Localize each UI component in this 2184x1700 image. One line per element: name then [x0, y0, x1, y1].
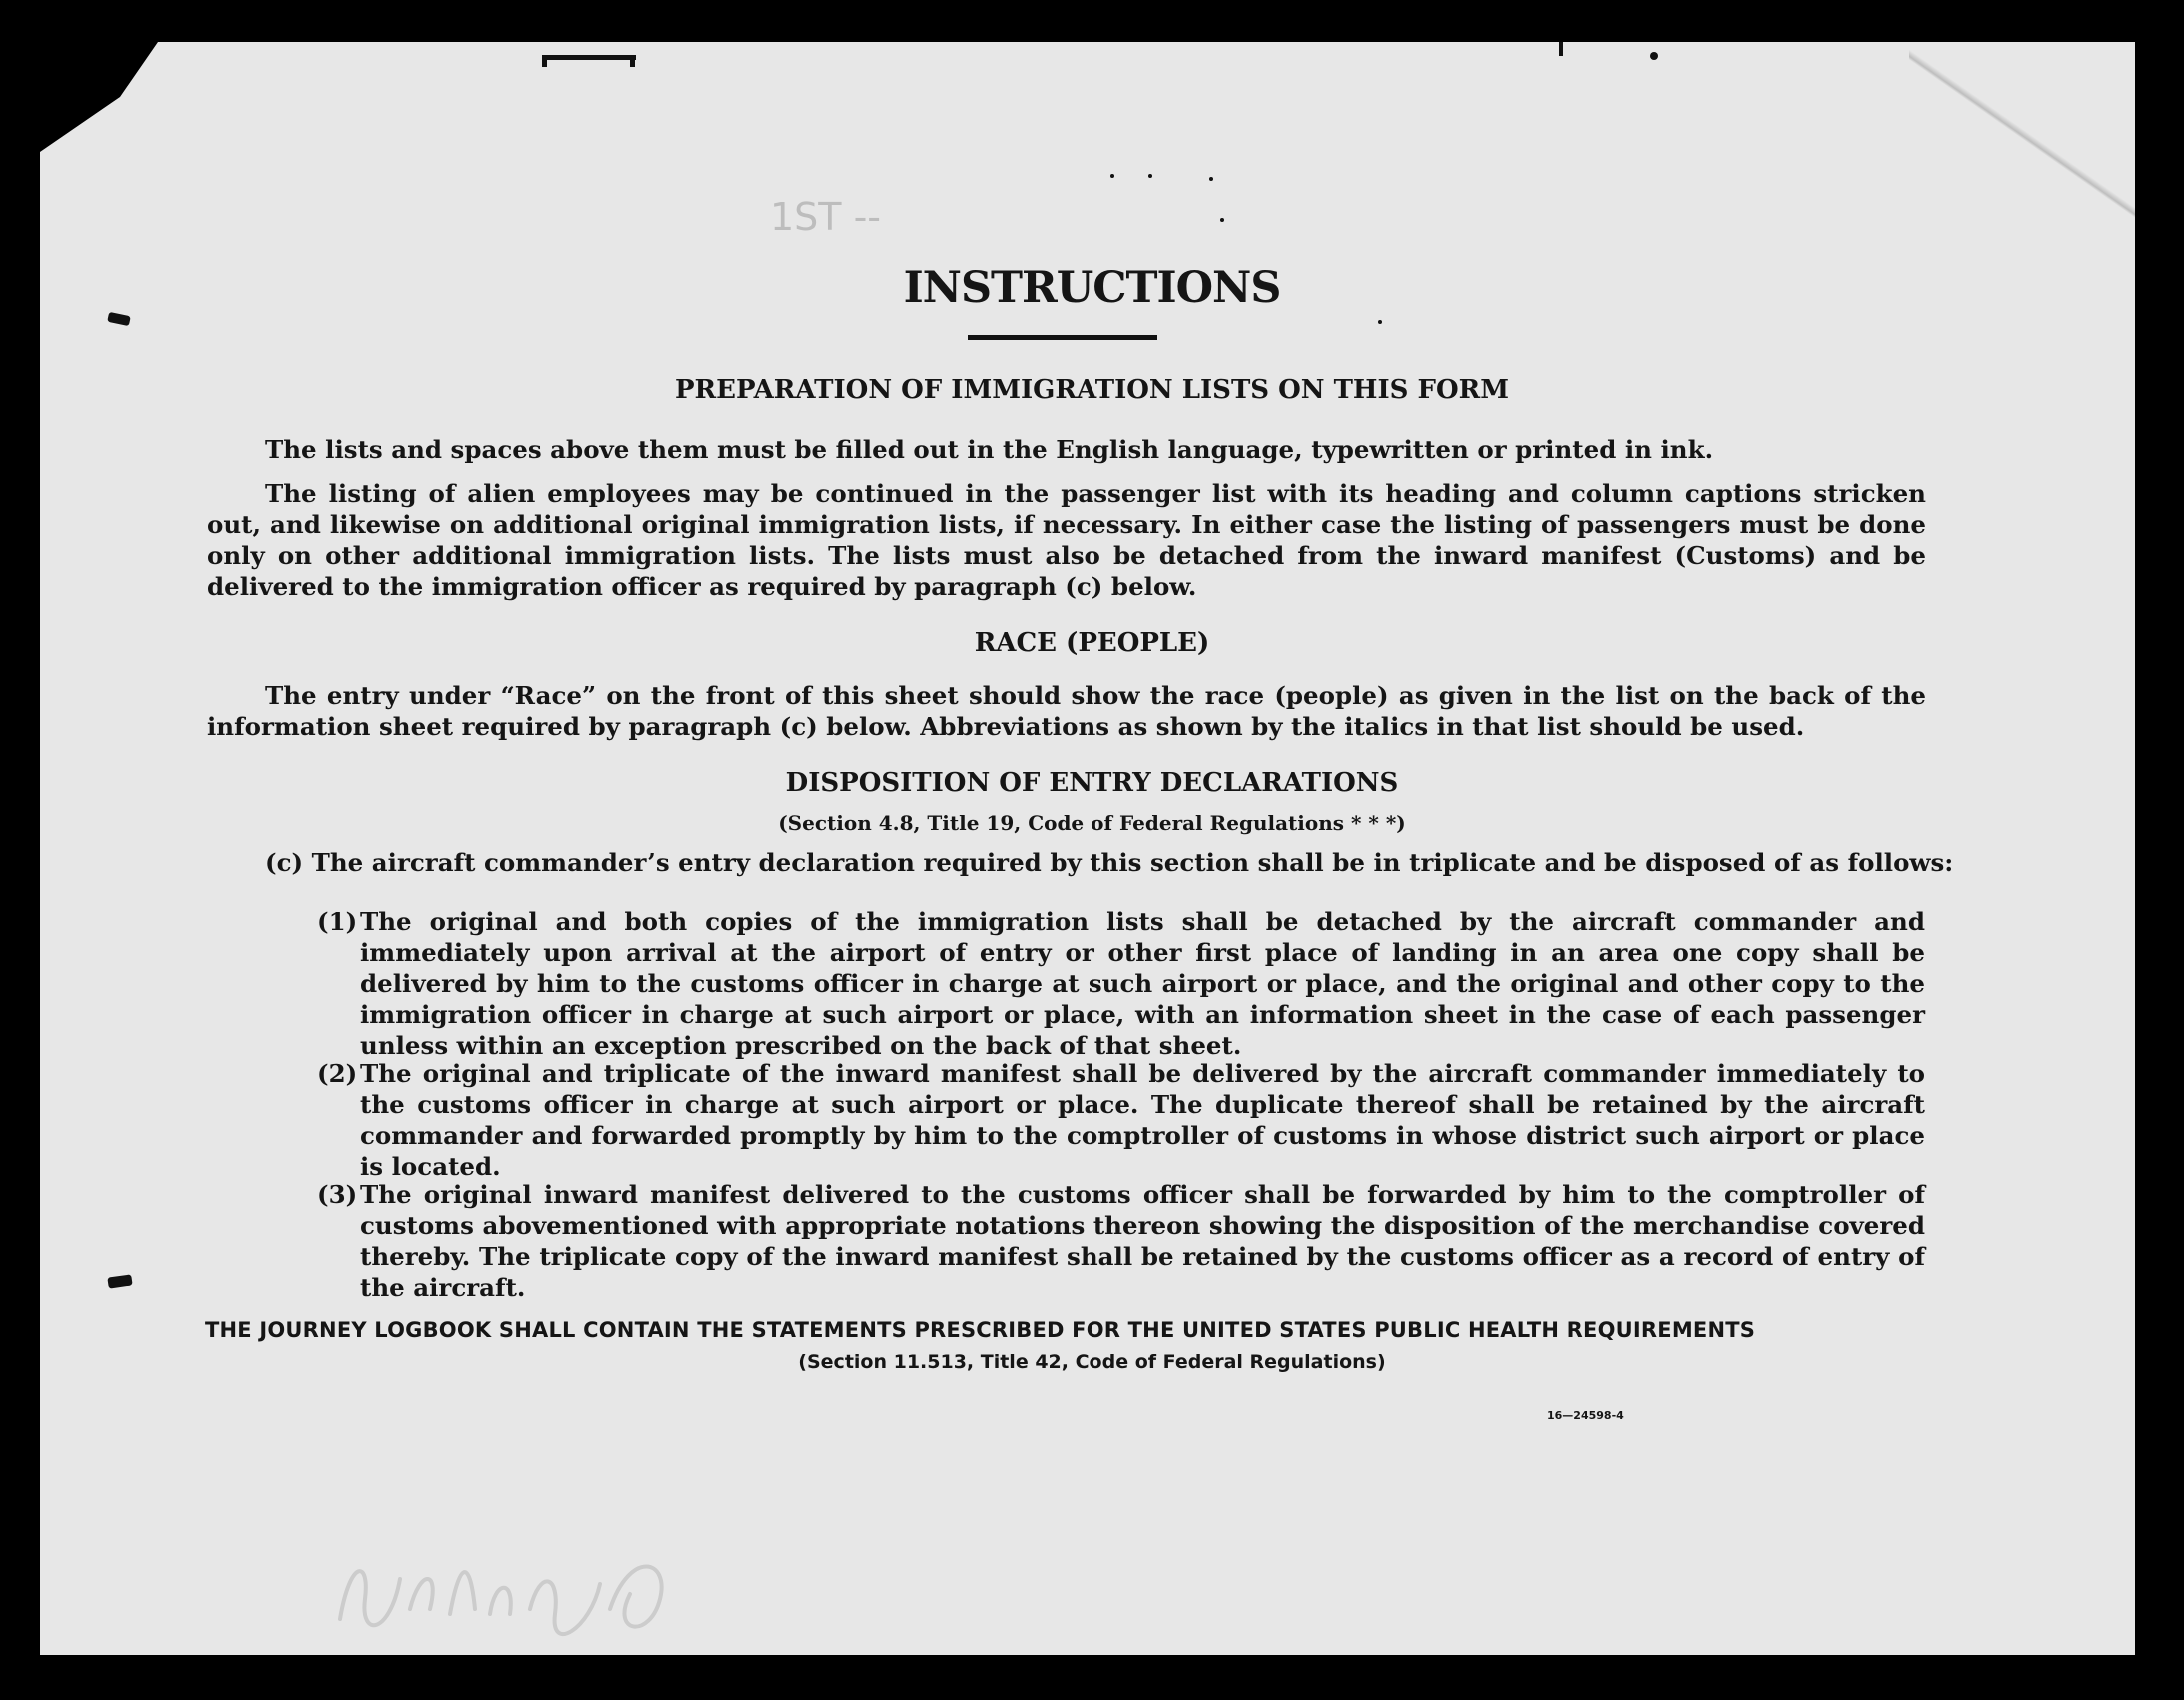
form-number: 16—24598-4	[1547, 1409, 1624, 1422]
top-tick-mark	[1559, 42, 1563, 56]
disposition-regulation-reference: (Section 4.8, Title 19, Code of Federal Regulations * * *)	[778, 811, 1406, 835]
section-heading-race: RACE (PEOPLE)	[974, 628, 1210, 658]
top-dot-mark	[1650, 52, 1658, 60]
top-left-bracket-mark-edge	[542, 55, 547, 67]
speck-mark	[1110, 174, 1114, 178]
preparation-paragraph-2: The listing of alien employees may be continued in the passenger list with its heading and column captions stricken out, and likewise on additional original immigration lists, if necessary. In either case the listing of passengers must be done only on other additional immigration lists. The lists must also be detached from the inward manifest (Customs) and be delivered to the immigration officer as required by paragraph (c) below.	[207, 479, 1926, 601]
section-heading-preparation: PREPARATION OF IMMIGRATION LISTS ON THIS FORM	[675, 375, 1509, 405]
speck-mark	[1378, 320, 1382, 324]
bleed-through-text: 1ST --	[770, 195, 882, 239]
speck-mark	[1220, 218, 1224, 222]
folded-corner	[1909, 42, 2135, 222]
list-item	[317, 906, 1925, 1061]
page-title: INSTRUCTIONS	[903, 263, 1281, 313]
disposition-intro: (c) The aircraft commander’s entry declaration required by this section shall be in triplicate and be disposed of as follows:	[265, 849, 1954, 877]
list-item	[317, 1058, 1925, 1182]
list-item-number: (1)	[317, 907, 358, 936]
speck-mark	[1209, 177, 1213, 181]
faint-signature	[330, 1539, 700, 1649]
footer-statement: THE JOURNEY LOGBOOK SHALL CONTAIN THE STATEMENTS PRESCRIBED FOR THE UNITED STATES PUBLIC HEALTH REQUIREMENTS	[205, 1318, 1756, 1342]
list-item	[317, 1179, 1925, 1303]
list-item-number: (3)	[317, 1180, 358, 1209]
top-left-bracket-mark	[542, 55, 636, 60]
speck-mark	[1148, 174, 1152, 178]
list-item-number: (2)	[317, 1059, 358, 1088]
list-item-text: The original and both copies of the immigration lists shall be detached by the aircraft commander and immediately upon arrival at the airport of entry or other first place of landing in an area one copy shall be delivered by him to the customs officer in charge at such airport or place, and the original and other copy to the immigration officer in charge at such airport or place, with an information sheet in the case of each passenger unless within an exception prescribed on the back of that sheet.	[360, 907, 1925, 1060]
section-heading-disposition: DISPOSITION OF ENTRY DECLARATIONS	[785, 768, 1399, 798]
race-paragraph: The entry under “Race” on the front of this sheet should show the race (people) as given in the list on the back of the information sheet required by paragraph (c) below. Abbreviations as shown by the italics in that list should be used.	[207, 681, 1926, 741]
preparation-paragraph-1: The lists and spaces above them must be filled out in the English language, typewritten or printed in ink.	[265, 435, 1714, 464]
list-item-text: The original and triplicate of the inward manifest shall be delivered by the aircraft commander immediately to the customs officer in charge at such airport or place. The duplicate thereof shall be retained by the aircraft commander and forwarded promptly by him to the comptroller of customs in whose district such airport or place is located.	[360, 1059, 1925, 1181]
title-underline	[968, 335, 1157, 340]
footer-regulation-reference: (Section 11.513, Title 42, Code of Federal Regulations)	[798, 1351, 1386, 1373]
top-left-bracket-mark-edge	[630, 55, 635, 67]
list-item-text: The original inward manifest delivered to the customs officer shall be forwarded by him to the comptroller of customs abovementioned with appropriate notations thereon showing the disposition of the merchandise covered thereby. The triplicate copy of the inward manifest shall be retained by the customs officer as a record of entry of the aircraft.	[360, 1180, 1925, 1302]
